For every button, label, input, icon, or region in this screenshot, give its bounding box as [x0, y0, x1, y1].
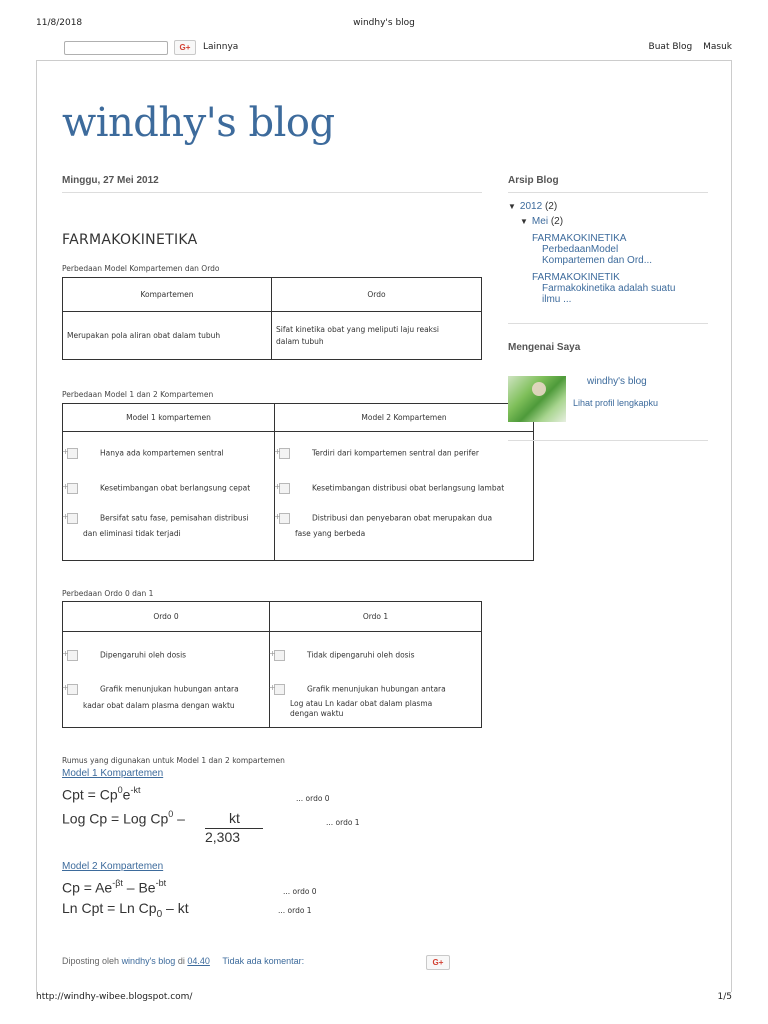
formula-model1-ordo1: Log Cp = Log Cp$^0$ – — [62, 809, 185, 827]
post-title: FARMAKOKINETIKA — [62, 232, 198, 248]
table-cell — [272, 312, 482, 360]
archive-year-link[interactable]: 2012 — [519, 201, 543, 212]
cell-text: fase yang berbeda — [295, 529, 366, 538]
print-date: 11/8/2018 — [36, 18, 83, 28]
print-page-number: 1/5 — [717, 992, 732, 1002]
create-blog-link[interactable]: Buat Blog — [648, 42, 693, 52]
sidebar-divider — [508, 440, 708, 441]
table-cell — [275, 432, 534, 561]
cell-text: Log atau Ln kadar obat dalam plasma — [290, 699, 433, 708]
posted-by-label: Diposting oleh — [62, 956, 120, 966]
cell-text: Hanya ada kompartemen sentral — [100, 448, 224, 458]
archive-post-snippet[interactable]: ilmu ... — [542, 294, 572, 305]
archive-post-snippet[interactable]: PerbedaanModel — [542, 244, 619, 255]
blog-title[interactable]: windhy's blog — [62, 100, 335, 146]
print-header — [36, 18, 732, 32]
table-ordo — [62, 601, 482, 728]
sidebar — [508, 175, 708, 359]
ordo-note: ... ordo 0 — [283, 887, 317, 896]
broken-image-icon — [279, 513, 290, 524]
archive-post[interactable] — [508, 272, 708, 305]
fraction — [205, 810, 265, 850]
archive-post-snippet[interactable]: Kompartemen dan Ord... — [542, 255, 653, 266]
cell-text — [274, 699, 477, 719]
table-header: Ordo 0 — [63, 602, 270, 632]
ordo-note: ... ordo 0 — [296, 794, 330, 803]
archive-month-link[interactable]: Mei — [531, 216, 549, 227]
table-kompartemen-ordo — [62, 277, 482, 360]
cell-text: Tidak dipengaruhi oleh dosis — [307, 650, 415, 660]
at-label: di — [177, 956, 185, 966]
triangle-down-icon[interactable]: ▼ — [520, 217, 528, 226]
table-header: Model 1 kompartemen — [63, 404, 275, 432]
share-gplus-button[interactable]: G+ — [426, 955, 450, 970]
search-input[interactable] — [64, 41, 168, 55]
cell-text: Kesetimbangan distribusi obat berlangsung lambat — [312, 483, 505, 493]
archive-year-row[interactable] — [508, 201, 708, 212]
archive-month-row[interactable] — [508, 216, 708, 227]
nav-right — [641, 42, 732, 52]
table-cell: Merupakan pola aliran obat dalam tubuh — [63, 312, 272, 360]
table3-caption: Perbedaan Ordo 0 dan 1 — [62, 589, 154, 598]
ordo-note: ... ordo 1 — [326, 818, 360, 827]
cell-text: Grafik menunjukan hubungan antara — [307, 684, 446, 694]
broken-image-icon — [67, 448, 78, 459]
print-url: http://windhy-wibee.blogspot.com/ — [36, 992, 193, 1002]
view-profile-link[interactable]: Lihat profil lengkapku — [573, 398, 659, 408]
broken-image-icon — [279, 483, 290, 494]
cell-text: Dipengaruhi oleh dosis — [100, 650, 187, 660]
table-header: Ordo — [272, 278, 482, 312]
archive-heading: Arsip Blog — [508, 175, 708, 193]
broken-image-icon — [67, 513, 78, 524]
formula-intro: Rumus yang digunakan untuk Model 1 dan 2 kompartemen — [62, 756, 285, 765]
cell-text: kadar obat dalam plasma dengan waktu — [83, 701, 235, 710]
cell-text: Grafik menunjukan hubungan antara — [100, 684, 239, 694]
table1-caption: Perbedaan Model Kompartemen dan Ordo — [62, 264, 220, 273]
model1-heading: Model 1 Kompartemen — [62, 768, 164, 779]
formula-model2-ordo1: Ln Cpt = Ln $Cp_0$ – kt — [62, 900, 189, 920]
broken-image-icon — [67, 483, 78, 494]
archive-post[interactable] — [508, 233, 708, 266]
table-cell — [63, 632, 270, 728]
archive-post-title[interactable]: FARMAKOKINETIK — [532, 272, 620, 283]
model2-heading: Model 2 Kompartemen — [62, 861, 164, 872]
broken-image-icon — [274, 684, 285, 695]
more-link[interactable]: Lainnya — [203, 42, 239, 52]
triangle-down-icon[interactable]: ▼ — [508, 202, 516, 211]
blogger-navbar — [36, 40, 732, 58]
table-cell — [270, 632, 482, 728]
print-title: windhy's blog — [353, 18, 415, 28]
table2-caption: Perbedaan Model 1 dan 2 Kompartemen — [62, 390, 214, 399]
archive-month-count: (2) — [550, 216, 564, 227]
cell-text: Bersifat satu fase, pemisahan distribusi — [100, 513, 249, 523]
sign-in-link[interactable]: Masuk — [703, 42, 732, 52]
table-header: Model 2 Kompartemen — [275, 404, 534, 432]
profile-name-link[interactable]: windhy's blog — [587, 376, 647, 387]
broken-image-icon — [67, 650, 78, 661]
cell-text: dan eliminasi tidak terjadi — [83, 529, 181, 538]
fraction-numerator: kt — [229, 810, 240, 826]
sidebar-divider — [508, 323, 708, 324]
profile-photo[interactable] — [508, 376, 566, 422]
table-header: Ordo 1 — [270, 602, 482, 632]
formula-model2-ordo0: $Cp = Ae^{-\beta t} - Be^{-bt}$ — [62, 878, 167, 896]
cell-text: dalam tubuh — [276, 336, 324, 346]
archive-year-count: (2) — [544, 201, 558, 212]
cell-text: Kesetimbangan obat berlangsung cepat — [100, 483, 251, 493]
table-header: Kompartemen — [63, 278, 272, 312]
cell-text: dengan waktu — [290, 709, 344, 718]
broken-image-icon — [67, 684, 78, 695]
author-link[interactable]: windhy's blog — [121, 956, 176, 966]
post-time-link[interactable]: 04.40 — [187, 956, 210, 966]
cell-text: Distribusi dan penyebaran obat merupakan dua — [312, 513, 493, 523]
post-footer — [62, 956, 304, 966]
about-heading: Mengenai Saya — [508, 342, 581, 353]
cell-text: Sifat kinetika obat yang meliputi laju reaksi — [276, 324, 439, 334]
fraction-denominator: 2,303 — [205, 829, 241, 845]
archive-post-snippet[interactable]: Farmakokinetika adalah suatu — [542, 283, 676, 294]
formula-model1-ordo0: Cpt = $Cp^0e^{-kt}$ — [62, 785, 141, 803]
post-date-header: Minggu, 27 Mei 2012 — [62, 175, 482, 193]
archive-post-title[interactable]: FARMAKOKINETIKA — [532, 233, 627, 244]
table-cell — [63, 432, 275, 561]
gplus-button[interactable]: G+ — [174, 40, 196, 55]
ordo-note: ... ordo 1 — [278, 906, 312, 915]
cell-text: Terdiri dari kompartemen sentral dan perifer — [312, 448, 479, 458]
comments-link[interactable]: Tidak ada komentar: — [222, 956, 305, 966]
broken-image-icon — [279, 448, 290, 459]
broken-image-icon — [274, 650, 285, 661]
table-model-kompartemen — [62, 403, 534, 561]
